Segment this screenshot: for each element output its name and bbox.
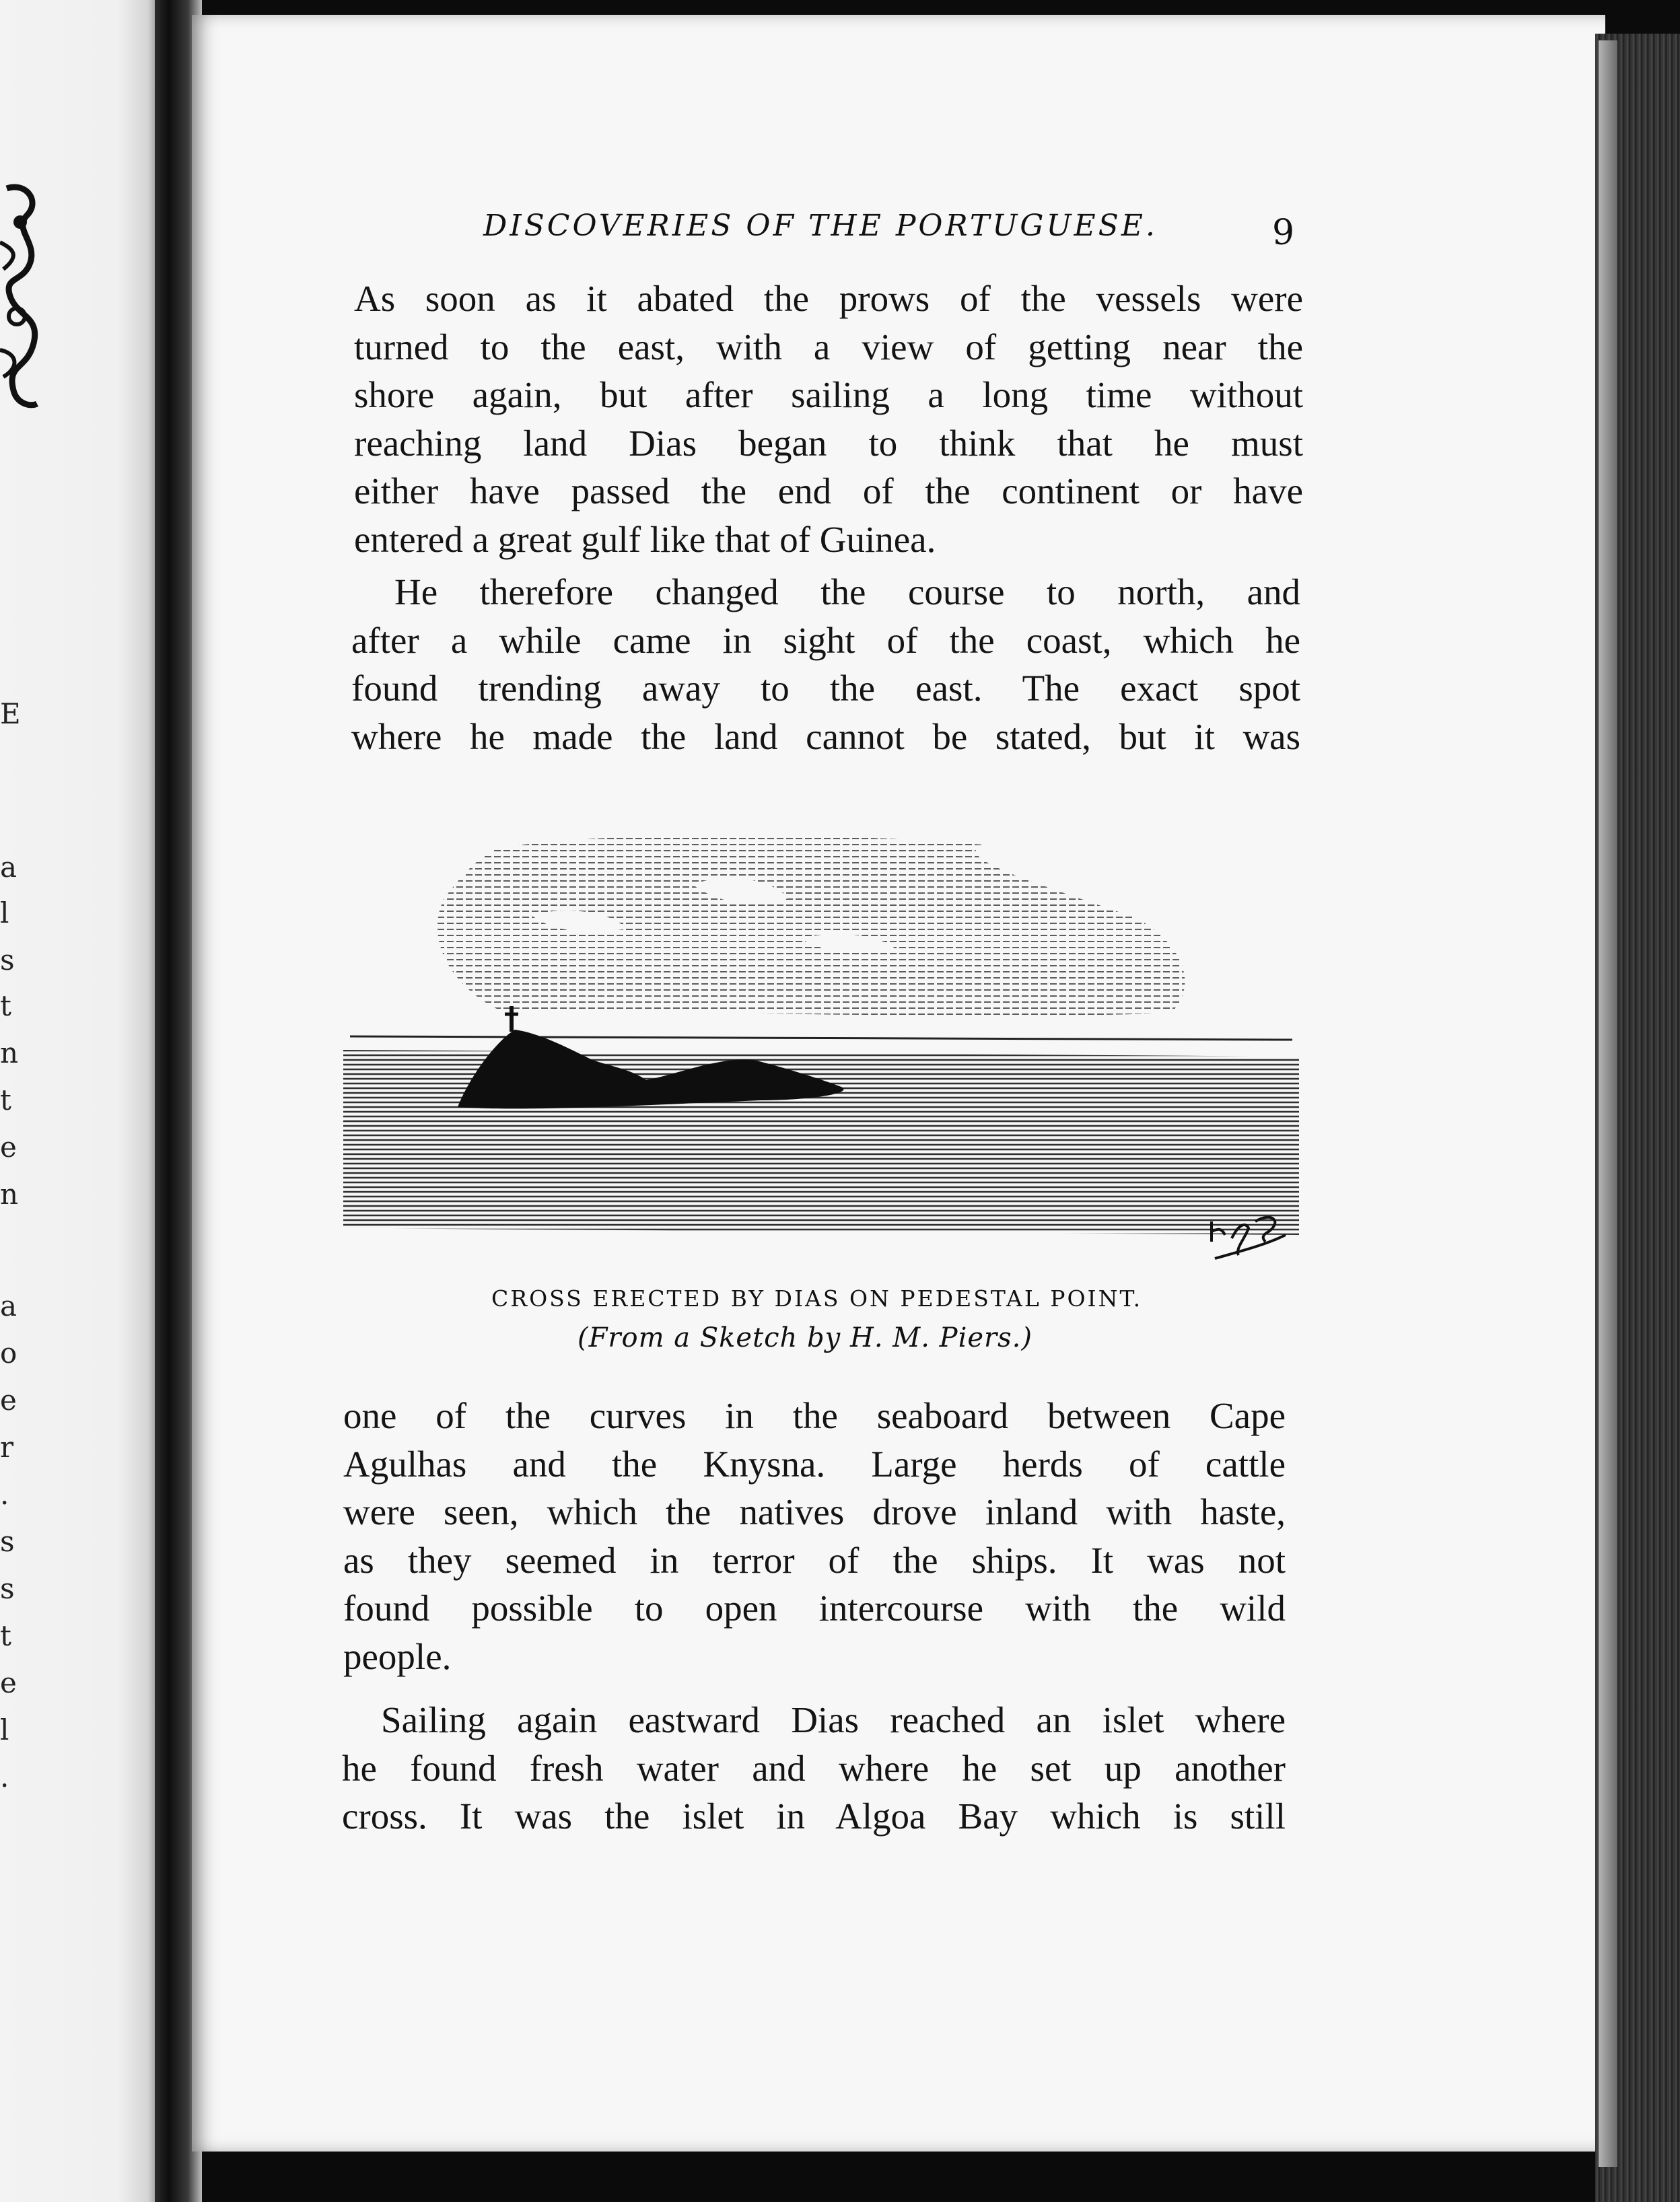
margin-letter: . bbox=[0, 1761, 9, 1793]
margin-letter: s bbox=[0, 1572, 15, 1605]
paragraph-4 bbox=[342, 1696, 1286, 1841]
margin-letter: e bbox=[0, 1131, 17, 1164]
text-line: were seen, which the natives drove inland with haste, bbox=[343, 1491, 1286, 1532]
margin-letter: n bbox=[0, 1036, 19, 1069]
margin-letter: n bbox=[0, 1178, 19, 1211]
text-line: found trending away to the east. The exact spot bbox=[351, 668, 1300, 709]
text-line: Sailing again eastward Dias reached an islet where bbox=[381, 1699, 1286, 1740]
paragraph-2 bbox=[351, 568, 1300, 760]
engraving-illustration bbox=[343, 818, 1299, 1262]
text-line: As soon as it abated the prows of the vessels were bbox=[354, 278, 1303, 319]
margin-letter: t bbox=[0, 989, 11, 1022]
left-page-fragment bbox=[0, 0, 168, 2202]
text-line: one of the curves in the seaboard between Cape bbox=[343, 1395, 1286, 1436]
text-line: where he made the land cannot be stated, but it was bbox=[351, 715, 1300, 757]
text-line: as they seemed in terror of the ships. It was not bbox=[343, 1539, 1286, 1581]
margin-letter: l bbox=[0, 896, 9, 929]
text-line: entered a great gulf like that of Guinea. bbox=[354, 518, 936, 560]
text-line: He therefore changed the course to north, and bbox=[394, 571, 1300, 612]
text-line: people. bbox=[343, 1635, 452, 1677]
text-line: cross. It was the islet in Algoa Bay which is still bbox=[342, 1796, 1286, 1837]
margin-letter: . bbox=[0, 1478, 9, 1511]
left-page-margin-letters bbox=[0, 0, 27, 2202]
text-line: reaching land Dias began to think that he must bbox=[354, 422, 1303, 464]
text-line: he found fresh water and where he set up another bbox=[342, 1747, 1286, 1789]
paragraph-3 bbox=[343, 1392, 1286, 1680]
margin-letter: t bbox=[0, 1619, 11, 1652]
margin-letter: r bbox=[0, 1431, 14, 1464]
text-line: shore again, but after sailing a long time without bbox=[354, 374, 1303, 415]
figure-caption: CROSS ERECTED BY DIAS ON PEDESTAL POINT. bbox=[491, 1285, 1143, 1312]
figure-credit: (From a Sketch by H. M. Piers.) bbox=[578, 1322, 1032, 1353]
margin-letter: a bbox=[0, 1289, 18, 1322]
margin-letter: o bbox=[0, 1337, 18, 1370]
margin-letter: l bbox=[0, 1713, 9, 1746]
text-line: found possible to open intercourse with the wild bbox=[343, 1588, 1286, 1629]
margin-letter: E bbox=[0, 697, 21, 730]
page-edge-highlight bbox=[1599, 40, 1617, 2167]
paragraph-1 bbox=[354, 275, 1303, 563]
margin-letter: e bbox=[0, 1384, 17, 1417]
text-line: after a while came in sight of the coast, which he bbox=[351, 619, 1300, 661]
margin-letter: e bbox=[0, 1666, 17, 1699]
margin-letter: a bbox=[0, 851, 18, 884]
margin-letter: s bbox=[0, 944, 15, 976]
text-line: Agulhas and the Knysna. Large herds of cattle bbox=[343, 1443, 1286, 1485]
running-head: DISCOVERIES OF THE PORTUGUESE. bbox=[483, 209, 1158, 243]
margin-letter: s bbox=[0, 1525, 15, 1558]
text-line: either have passed the end of the continent or have bbox=[354, 470, 1303, 511]
page-number: 9 bbox=[1272, 213, 1295, 253]
margin-letter: t bbox=[0, 1084, 11, 1116]
text-line: turned to the east, with a view of getting near the bbox=[354, 326, 1303, 367]
